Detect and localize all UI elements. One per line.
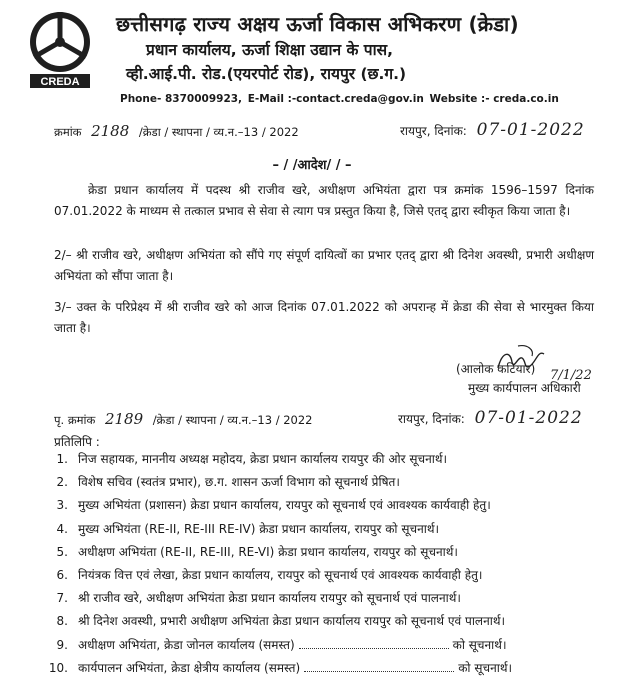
copies-list (46, 448, 512, 680)
signature-date-handwritten: 7/1/22 (550, 368, 592, 383)
endorsement-ref-suffix: /क्रेडा / स्थापना / व्य.न.–13 / 2022 (152, 413, 313, 427)
date-label: रायपुर, दिनांक: (400, 124, 467, 138)
phone: Phone- 8370009923, (120, 93, 243, 105)
ref-number-handwritten: 2188 (91, 122, 130, 140)
copy-item: 5. अधीक्षण अभियंता (RE-II, RE-III, RE-VI) क्रेडा प्रधान कार्यालय, रायपुर को सूचनार्थ। (56, 544, 458, 559)
order-paragraph-2: 2/– श्री राजीव खरे, अधीक्षण अभियंता को सौंपे गए संपूर्ण दायित्वों का प्रभार एतद् द्वारा श्री दिनेश अवस्थी, प्रभारी अधीक्षण अभियंता को सौंपा जाता है। (54, 248, 594, 283)
creda-emblem-icon (24, 8, 96, 88)
contact-line (120, 93, 561, 105)
email: E-Mail :-contact.creda@gov.in (247, 93, 424, 105)
ref-suffix: /क्रेडा / स्थापना / व्य.न.–13 / 2022 (138, 125, 299, 139)
address-line-1: प्रधान कार्यालय, ऊर्जा शिक्षा उद्यान के पास, (146, 41, 393, 59)
copy-item: 8. श्री दिनेश अवस्थी, प्रभारी अधीक्षण अभियंता क्रेडा प्रधान कार्यालय रायपुर को सूचनार्थ एवं पालनार्थ। (56, 614, 506, 629)
copy-item: 6. नियंत्रक वित्त एवं लेखा, क्रेडा प्रधान कार्यालय, रायपुर को सूचनार्थ एवं आवश्यक कार्यवाही हेतु। (56, 567, 483, 582)
endorsement-reference (54, 410, 313, 428)
order-date-row (400, 120, 585, 140)
ref-prefix: क्रमांक (54, 125, 82, 139)
blank-dotted-line (299, 638, 449, 649)
endorsement-date-label: रायपुर, दिनांक: (398, 412, 465, 426)
logo-text: CREDA (40, 76, 80, 88)
order-title: – / /आदेश/ / – (272, 158, 352, 173)
org-name: छत्तीसगढ़ राज्य अक्षय ऊर्जा विकास अभिकरण (क्रेडा) (116, 12, 519, 36)
copy-item: 4. मुख्य अभियंता (RE-II, RE-III RE-IV) क्रेडा प्रधान कार्यालय, रायपुर को सूचनार्थ। (56, 521, 440, 536)
website: Website :- creda.co.in (429, 93, 559, 105)
order-paragraph-1: क्रेडा प्रधान कार्यालय में पदस्थ श्री राजीव खरे, अधीक्षण अभियंता द्वारा पत्र क्रमांक 1596–1597 दिनांक 07.01.2022 के माध्यम से तत्काल प्रभाव से सेवा से त्याग पत्र प्रस्तुत किया है, जिसे एतद् द्वारा स्वीकृत किया जाता है। (54, 183, 594, 218)
blank-dotted-line (304, 661, 454, 672)
address-line-2: व्ही.आई.पी. रोड.(एयरपोर्ट रोड), रायपुर (छ.ग.) (126, 65, 407, 83)
copy-item: 9. अधीक्षण अभियंता, क्रेडा जोनल कार्यालय (समस्त) को सूचनार्थ। (56, 637, 507, 652)
creda-logo (24, 8, 96, 88)
copy-item: 2. विशेष सचिव (स्वतंत्र प्रभार), छ.ग. शासन ऊर्जा विभाग को सूचनार्थ प्रेषित। (56, 475, 400, 490)
copy-item: 7. श्री राजीव खरे, अधीक्षण अभियंता क्रेडा प्रधान कार्यालय रायपुर को सूचनार्थ एवं पालनार्थ। (56, 591, 461, 606)
endorsement-date-row (398, 408, 583, 428)
date-handwritten: 07-01-2022 (476, 120, 585, 140)
signatory-designation: मुख्य कार्यपालन अधिकारी (468, 381, 581, 395)
endorsement-ref-prefix: पृ. क्रमांक (54, 413, 96, 427)
copies-heading: प्रतिलिपि : (54, 435, 100, 449)
copy-item: 1. निज सहायक, माननीय अध्यक्ष महोदय, क्रेडा प्रधान कार्यालय रायपुर की ओर सूचनार्थ। (56, 452, 448, 466)
order-paragraph-3: 3/– उक्त के परिप्रेक्ष्य में श्री राजीव खरे को आज दिनांक 07.01.2022 को अपरान्ह में क्रेडा की सेवा से भारमुक्त किया जाता है। (54, 300, 594, 335)
copy-item: 10. कार्यपालन अभियंता, क्रेडा क्षेत्रीय कार्यालय (समस्त) को सूचनार्थ। (48, 660, 513, 675)
copy-item: 3. मुख्य अभियंता (प्रशासन) क्रेडा प्रधान कार्यालय, रायपुर को सूचनार्थ एवं आवश्यक कार्यवाही हेतु। (56, 498, 491, 513)
endorsement-ref-number-handwritten: 2189 (104, 410, 144, 428)
order-reference (54, 122, 299, 140)
signatory-name: (आलोक कटियार) (456, 362, 536, 376)
endorsement-date-handwritten: 07-01-2022 (474, 408, 583, 428)
